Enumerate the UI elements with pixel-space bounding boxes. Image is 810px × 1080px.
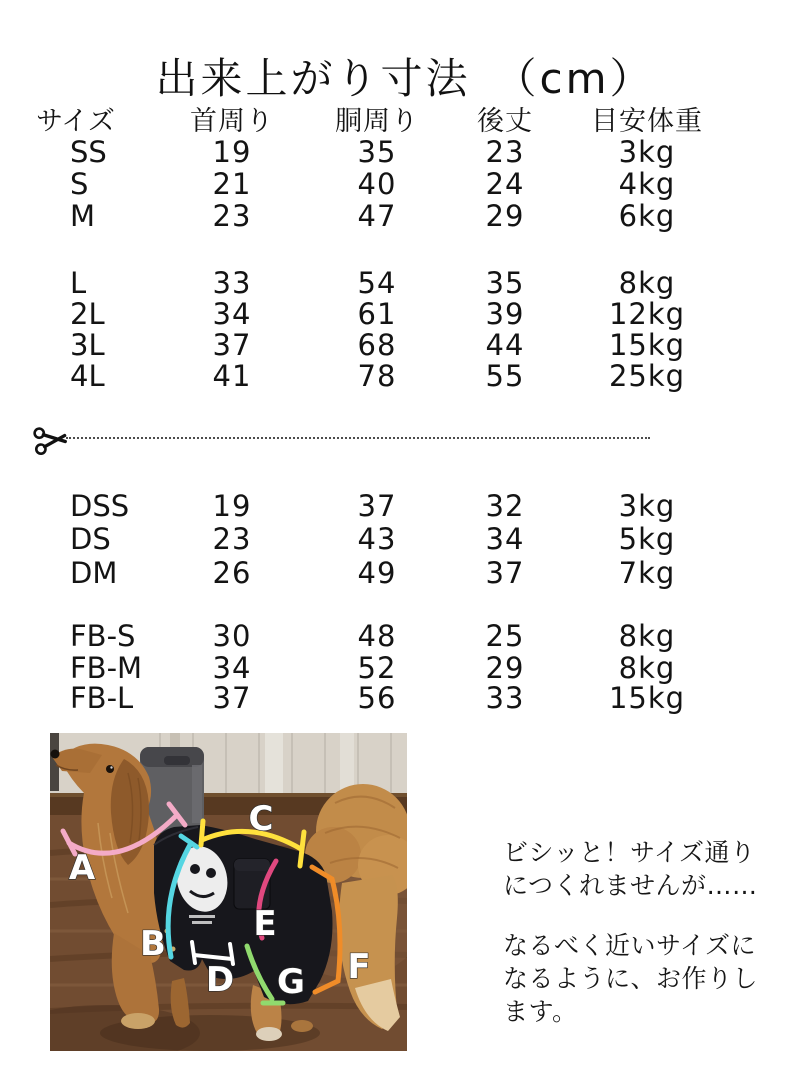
cell-girth: 47 (357, 199, 397, 233)
table-row (0, 266, 760, 300)
page-title: 出来上がり寸法 （cm） (155, 54, 655, 104)
cell-size: DSS (70, 489, 130, 523)
cell-neck: 23 (212, 522, 252, 556)
cell-weight: 3kg (618, 489, 676, 523)
cell-girth: 37 (357, 489, 397, 523)
cell-weight: 8kg (618, 619, 676, 653)
cell-back: 32 (485, 489, 525, 523)
cell-back: 35 (485, 266, 525, 300)
cell-neck: 23 (212, 199, 252, 233)
cell-size: FB-S (70, 619, 136, 653)
cell-girth: 61 (357, 297, 397, 331)
cell-weight: 6kg (618, 199, 676, 233)
table-row (0, 135, 760, 169)
col-header-back: 後丈 (477, 106, 533, 137)
cell-weight: 15kg (608, 681, 686, 715)
cell-weight: 12kg (608, 297, 686, 331)
cell-neck: 34 (212, 651, 252, 685)
dotted-cut-line (66, 437, 650, 439)
cell-girth: 40 (357, 167, 397, 201)
col-header-weight: 目安体重 (591, 106, 703, 137)
table-header-row (0, 105, 760, 139)
measure-label-f: F (347, 947, 371, 987)
table-row (0, 489, 760, 523)
cell-girth: 78 (357, 359, 397, 393)
handwritten-note (503, 836, 803, 1028)
table-row (0, 651, 760, 685)
note-line: ます。 (503, 997, 578, 1026)
cell-back: 34 (485, 522, 525, 556)
cell-neck: 19 (212, 135, 252, 169)
cell-weight: 3kg (618, 135, 676, 169)
cell-back: 44 (485, 328, 525, 362)
scissors-icon (32, 421, 70, 459)
cell-girth: 54 (357, 266, 397, 300)
col-header-size: サイズ (36, 106, 115, 137)
cell-girth: 56 (357, 681, 397, 715)
cell-weight: 8kg (618, 266, 676, 300)
cell-girth: 43 (357, 522, 397, 556)
cell-back: 33 (485, 681, 525, 715)
dog-photo-scene (50, 733, 407, 1051)
cell-back: 39 (485, 297, 525, 331)
cell-neck: 37 (212, 681, 252, 715)
cell-back: 37 (485, 556, 525, 590)
cell-girth: 52 (357, 651, 397, 685)
note-line: なるように、お作りし (503, 964, 759, 993)
cell-neck: 30 (212, 619, 252, 653)
table-row (0, 619, 760, 653)
measure-label-a: A (68, 848, 96, 888)
table-row (0, 556, 760, 590)
table-row (0, 297, 760, 331)
cell-back: 24 (485, 167, 525, 201)
note-line: ビシッと！サイズ通り (503, 838, 756, 867)
cell-size: DS (70, 522, 111, 556)
table-row (0, 328, 760, 362)
cell-size: DM (70, 556, 118, 590)
cell-neck: 41 (212, 359, 252, 393)
col-header-neck: 首周り (190, 106, 274, 137)
cell-size: 4L (70, 359, 105, 393)
cell-weight: 25kg (608, 359, 686, 393)
cell-neck: 33 (212, 266, 252, 300)
table-row (0, 167, 760, 201)
measure-label-d: D (205, 960, 235, 1000)
cell-weight: 15kg (608, 328, 686, 362)
cell-neck: 37 (212, 328, 252, 362)
cell-weight: 5kg (618, 522, 676, 556)
measure-label-b: B (140, 924, 166, 964)
cell-neck: 26 (212, 556, 252, 590)
cell-back: 55 (485, 359, 525, 393)
cell-size: 3L (70, 328, 105, 362)
cell-size: FB-M (70, 651, 143, 685)
dog-photo (50, 733, 407, 1051)
cell-neck: 21 (212, 167, 252, 201)
measure-label-c: C (248, 799, 274, 839)
cell-neck: 34 (212, 297, 252, 331)
cell-girth: 49 (357, 556, 397, 590)
cell-girth: 48 (357, 619, 397, 653)
measure-label-g: G (277, 962, 305, 1002)
cell-neck: 19 (212, 489, 252, 523)
cell-size: S (70, 167, 89, 201)
cell-girth: 35 (357, 135, 397, 169)
cell-back: 23 (485, 135, 525, 169)
note-line: なるべく近いサイズに (503, 931, 757, 960)
cell-weight: 4kg (618, 167, 676, 201)
measure-label-e: E (253, 904, 277, 944)
cell-size: M (70, 199, 96, 233)
cell-weight: 7kg (618, 556, 676, 590)
cell-size: L (70, 266, 87, 300)
cell-weight: 8kg (618, 651, 676, 685)
table-row (0, 199, 760, 233)
cell-size: 2L (70, 297, 105, 331)
table-row (0, 681, 760, 715)
cell-back: 29 (485, 199, 525, 233)
cell-size: FB-L (70, 681, 134, 715)
cell-back: 25 (485, 619, 525, 653)
note-line: につくれませんが…… (503, 871, 758, 900)
table-row (0, 522, 760, 556)
table-row (0, 359, 760, 393)
cell-size: SS (70, 135, 107, 169)
cell-back: 29 (485, 651, 525, 685)
cell-girth: 68 (357, 328, 397, 362)
col-header-girth: 胴周り (335, 106, 419, 137)
